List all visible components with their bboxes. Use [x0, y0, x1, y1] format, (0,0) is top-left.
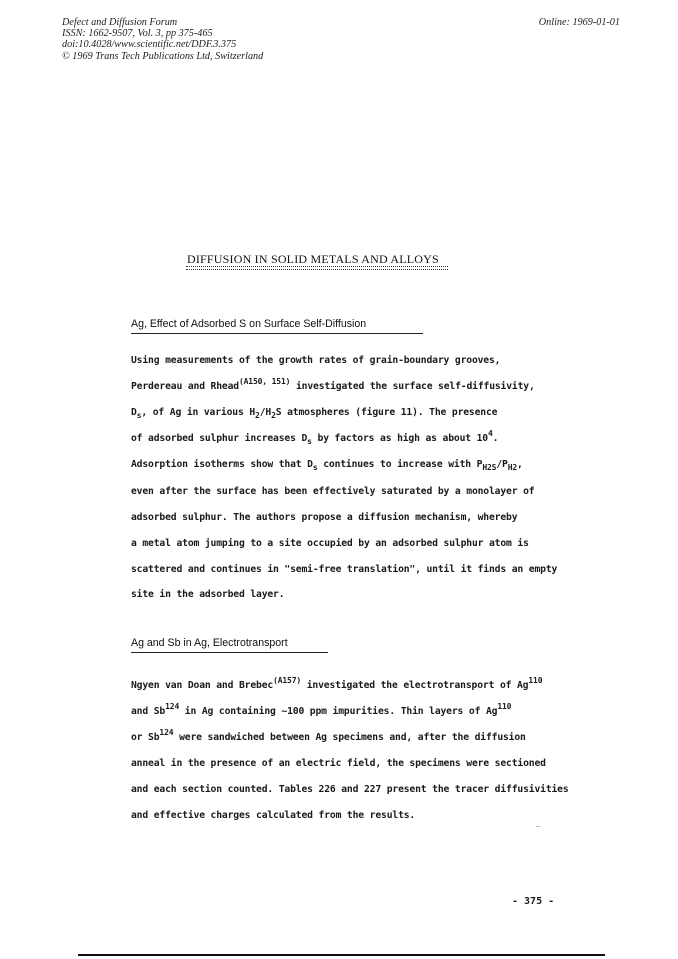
reference-marker: (A157) [273, 676, 302, 685]
citation-header [62, 17, 263, 62]
paragraph-line: $D_s$, of Ag in various $H_2/H_2S$ atmospheres (figure 11). The presence [131, 407, 498, 420]
paragraph-line: Perdereau and Rhead$^{(A150, 151)}$ investigated the surface self-diffusivity, [131, 377, 535, 392]
doi-link[interactable]: doi:10.4028/www.scientific.net/DDF.3.375 [62, 39, 237, 51]
paragraph-line: and Sb$^{124}$ in Ag containing ~100 ppm impurities. Thin layers of Ag$^{110}$ [131, 702, 512, 717]
section-heading-underline [131, 652, 328, 653]
paragraph-line: scattered and continues in "semi-free translation", until it finds an empty [131, 564, 558, 575]
page-bottom-rule [78, 954, 605, 956]
journal-name: Defect and Diffusion Forum [62, 17, 178, 28]
paragraph-line: adsorbed sulphur. The authors propose a diffusion mechanism, whereby [131, 512, 518, 523]
section-heading-electrotransport: Ag and Sb in Ag, Electrotransport [131, 637, 288, 649]
issn-line: ISSN: 1662-9507, Vol. 3, pp 375-465 [62, 28, 213, 40]
paragraph-line: even after the surface has been effectively saturated by a monolayer of [131, 486, 535, 497]
paragraph-line: a metal atom jumping to a site occupied by an adsorbed sulphur atom is [131, 538, 529, 549]
online-date: Online: 1969-01-01 [538, 17, 620, 28]
paragraph-line: Adsorption isotherms show that $D_s$ continues to increase with $P_{H2S}/P_{H2}$, [131, 459, 523, 472]
title-underline [186, 266, 448, 267]
section-heading-underline [131, 333, 423, 334]
paragraph-line: and each section counted. Tables 226 and 227 present the tracer diffusivities [131, 784, 569, 795]
reference-marker: (A150, 151) [238, 377, 291, 386]
paragraph-line: site in the adsorbed layer. [131, 589, 285, 600]
paragraph-line: Ngyen van Doan and Brebec$^{(A157)}$ investigated the electrotransport of Ag$^{110}$ [131, 676, 543, 691]
title-underline-second [186, 269, 448, 270]
paragraph-line: anneal in the presence of an electric field, the specimens were sectioned [131, 758, 546, 769]
paragraph-line: or Sb$^{124}$ were sandwiched between Ag specimens and, after the diffusion [131, 728, 526, 743]
page-number: - 375 - [512, 896, 555, 907]
paragraph-line: Using measurements of the growth rates of grain-boundary grooves, [131, 355, 501, 366]
paragraph-line: of adsorbed sulphur increases $D_s$ by factors as high as about $10^4$. [131, 429, 499, 446]
paragraph-line: and effective charges calculated from the results. [131, 810, 416, 821]
scan-speck [536, 826, 540, 827]
section-heading-surface-self-diffusion: Ag, Effect of Adsorbed S on Surface Self-Diffusion [131, 318, 367, 330]
document-title: DIFFUSION IN SOLID METALS AND ALLOYS [187, 252, 439, 266]
copyright-line: © 1969 Trans Tech Publications Ltd, Switzerland [62, 50, 264, 62]
